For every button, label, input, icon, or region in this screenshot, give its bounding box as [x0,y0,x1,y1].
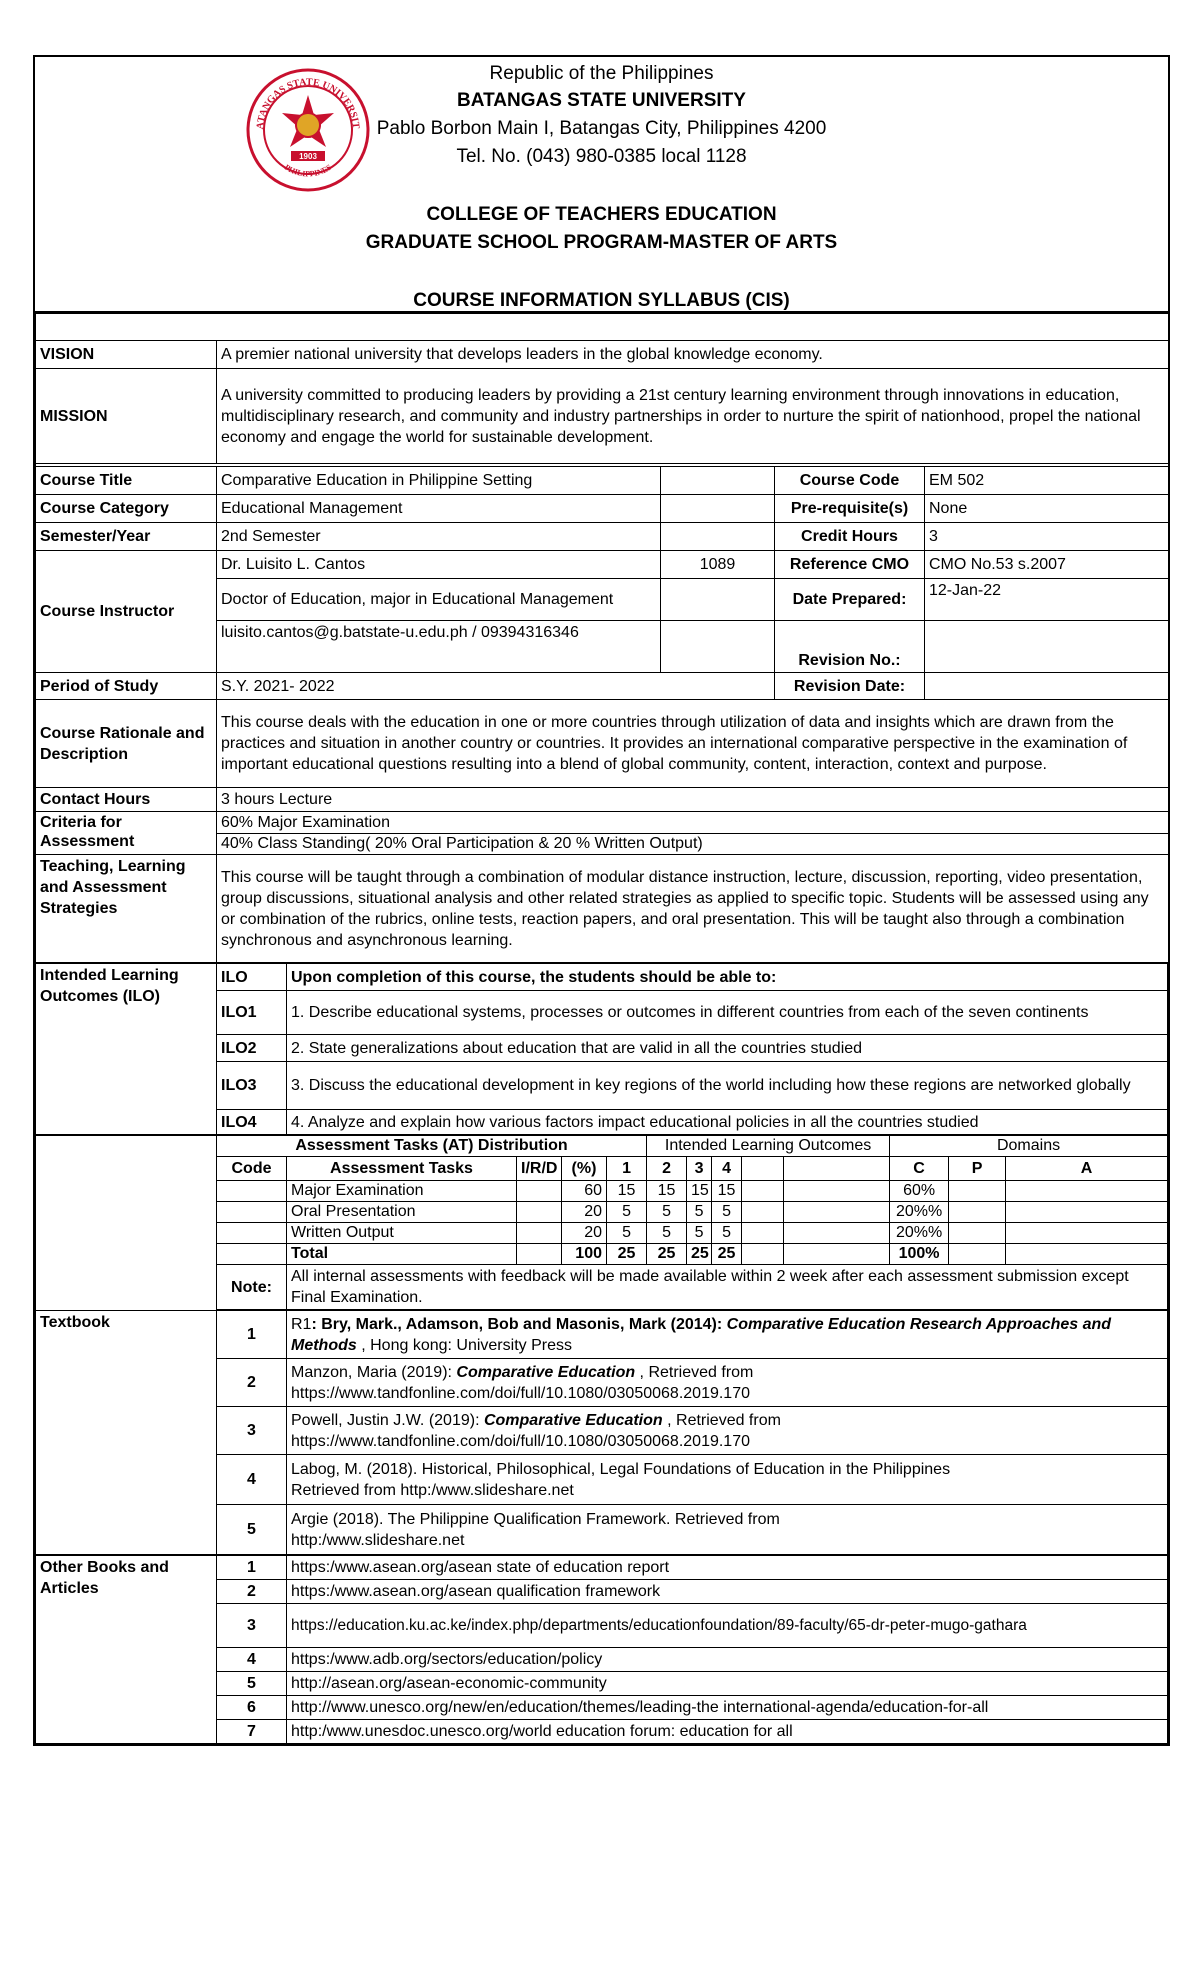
textbook-retrieved: , Retrieved from [635,1363,754,1381]
textbook-number: 2 [217,1359,287,1407]
note-text: All internal assessments with feedback will be made available within 2 week after each assessment submission except Final Examination. [287,1265,1168,1310]
at-task: Oral Presentation [287,1202,517,1223]
svg-text:BATANGAS STATE UNIVERSITY: ATANGAS STATE UNIVERSIT [254,76,362,130]
other-books-table [35,1555,1168,1744]
textbook-url: https://www.tandfonline.com/doi/full/10.1080/03050068.2019.170 [291,1432,750,1450]
at-ilo4: 5 [712,1202,742,1223]
at-col-pct: (%) [562,1157,607,1181]
at-total-pct: 100 [562,1244,607,1265]
other-number: 3 [217,1604,287,1648]
textbook-label: Textbook [36,1311,217,1555]
period-label: Period of Study [36,673,217,700]
spacer-row [36,314,1169,341]
textbook-number: 4 [217,1455,287,1505]
course-category: Educational Management [217,495,661,523]
ilo-text: 3. Discuss the educational development in key regions of the world including how these regions are networked globally [287,1062,1168,1110]
college-name: COLLEGE OF TEACHERS EDUCATION [426,204,777,225]
textbook-table [35,1310,1168,1555]
mission-label: MISSION [36,369,217,464]
ilo-text: 4. Analyze and explain how various factors impact educational policies in all the countries studied [287,1110,1168,1135]
ilo-code: ILO3 [217,1062,287,1110]
criteria-label-text: Criteria for Assessment [40,814,135,850]
textbook-title: Comparative Education [483,1411,663,1429]
teaching-label: Teaching, Learning and Assessment Strategies [36,855,217,963]
at-col-ilo1: 1 [607,1157,647,1181]
other-number: 4 [217,1648,287,1672]
at-domain-c: 20%% [890,1223,949,1244]
university-tel: Tel. No. (043) 980-0385 local 1128 [456,146,747,167]
document-header [33,55,1170,313]
at-domains-title: Domains [890,1136,1168,1157]
teaching-text: This course will be taught through a combination of modular distance instruction, lecture, discussion, reporting, video presentation, group discussions, situational analysis and other related strategies as applied to specific topic. Students will be assessed using any or combination of the rubrics, online tests, reaction papers, and oral presentation. This will be taught also through a combination synchronous and asynchronous learning. [217,855,1169,963]
at-ilo4: 15 [712,1181,742,1202]
at-distribution-title: Assessment Tasks (AT) Distribution [217,1136,647,1157]
at-ilo3: 5 [687,1223,712,1244]
at-col-ird: I/R/D [517,1157,562,1181]
ilo-head-text: Upon completion of this course, the students should be able to: [287,964,1168,991]
semester: 2nd Semester [217,523,661,551]
textbook-url: https://www.tandfonline.com/doi/full/10.1080/03050068.2019.170 [291,1384,750,1402]
at-pct: 20 [562,1223,607,1244]
ilo-text: 1. Describe educational systems, processes or outcomes in different countries from each of the seven continents [287,991,1168,1035]
criteria-line2: 40% Class Standing( 20% Oral Participation & 20 % Written Output) [217,833,1169,855]
credit-hours: 3 [925,523,1169,551]
vision-text: A premier national university that develops leaders in the global knowledge economy. [217,341,1169,369]
semester-label: Semester/Year [36,523,217,551]
other-books-label: Other Books and Articles [36,1556,217,1744]
criteria-label [36,812,217,855]
other-link[interactable]: http:/www.unesdoc.unesco.org/world education forum: education for all [287,1720,1168,1744]
ilo-code: ILO4 [217,1110,287,1135]
at-col-p: P [949,1157,1006,1181]
at-ilo1: 5 [607,1223,647,1244]
course-info-table [35,313,1169,963]
course-title: Comparative Education in Philippine Setting [217,467,661,495]
textbook-title: Comparative Education [456,1363,636,1381]
list-item [36,1311,1168,1359]
course-category-label: Course Category [36,495,217,523]
textbook-author: Labog, M. (2018). Historical, Philosophical, Legal Foundations of Education in the Philippines [291,1460,951,1478]
at-pct: 20 [562,1202,607,1223]
ilo-head-code: ILO [217,964,287,991]
rationale-label: Course Rationale and Description [36,700,217,788]
ilo-text: 2. State generalizations about education that are valid in all the countries studied [287,1035,1168,1062]
ilo-code: ILO1 [217,991,287,1035]
textbook-retrieved: , Retrieved from [662,1411,781,1429]
ilo-table [35,963,1168,1135]
date-prepared-label: Date Prepared: [775,579,925,621]
at-pct: 60 [562,1181,607,1202]
at-ilo-title: Intended Learning Outcomes [647,1136,890,1157]
syllabus-body [33,313,1170,1746]
at-ilo3: 5 [687,1202,712,1223]
at-total-ilo2: 25 [647,1244,687,1265]
textbook-entry [287,1505,1168,1555]
ilo-code: ILO2 [217,1035,287,1062]
republic-line: Republic of the Philippines [489,63,714,84]
at-total-c: 100% [890,1244,949,1265]
textbook-url: Retrieved from http:/www.slideshare.net [291,1481,574,1499]
at-total-ilo3: 25 [687,1244,712,1265]
rationale-text: This course deals with the education in one or more countries through utilization of data and insights which are drawn from the practices and situation in another country or countries. It provides an international comparative perspective in the examination of important educational questions resulting into a blend of global community, content, interaction, context and purpose. [217,700,1169,788]
at-total-label: Total [287,1244,517,1265]
revision-date [925,673,1169,700]
list-item [36,1556,1168,1580]
instructor-name: Dr. Luisito L. Cantos [217,551,661,579]
reference-cmo: CMO No.53 s.2007 [925,551,1169,579]
course-code-label: Course Code [775,467,925,495]
at-ilo2: 5 [647,1202,687,1223]
contact-hours-label: Contact Hours [36,788,217,812]
textbook-url: http:/www.slideshare.net [291,1531,465,1549]
mission-text: A university committed to producing leaders by providing a 21st century learning environment through innovations in education, multidisciplinary research, and community and industry partnerships in order to nurture the spirit of nationhood, propel the national economy and engage the world for sustainable development. [217,369,1169,464]
other-number: 1 [217,1556,287,1580]
at-col-a: A [1006,1157,1168,1181]
textbook-publisher: , Hong kong: University Press [356,1336,572,1354]
revision-no-label: Revision No.: [775,621,925,673]
other-link[interactable]: https:/www.asean.org/asean qualification framework [287,1580,1168,1604]
at-col-ilo2: 2 [647,1157,687,1181]
university-address: Pablo Borbon Main I, Batangas City, Philippines 4200 [376,118,827,139]
note-label: Note: [217,1265,287,1310]
date-prepared: 12-Jan-22 [925,579,1169,621]
at-ilo2: 15 [647,1181,687,1202]
prerequisite-label: Pre-requisite(s) [775,495,925,523]
at-col-tasks: Assessment Tasks [287,1157,517,1181]
at-domain-c: 60% [890,1181,949,1202]
at-col-ilo4: 4 [712,1157,742,1181]
university-name: BATANGAS STATE UNIVERSITY [457,90,746,111]
textbook-entry [287,1311,1168,1359]
assessment-tasks-table [35,1135,1168,1310]
contact-hours: 3 hours Lecture [217,788,1169,812]
textbook-title: Comparative Education Research Approaches and Methods [291,1315,1112,1354]
other-number: 7 [217,1720,287,1744]
course-title-label: Course Title [36,467,217,495]
textbook-number: 1 [217,1311,287,1359]
course-code: EM 502 [925,467,1169,495]
other-number: 6 [217,1696,287,1720]
textbook-prefix: R1 [291,1315,312,1333]
revision-date-label: Revision Date: [775,673,925,700]
textbook-author: Argie (2018). The Philippine Qualification Framework. Retrieved from [291,1510,780,1528]
other-link[interactable]: https:/www.adb.org/sectors/education/policy [287,1648,1168,1672]
instructor-degree: Doctor of Education, major in Educational Management [217,579,661,621]
syllabus-document [33,55,1170,1746]
at-ilo1: 5 [607,1202,647,1223]
at-col-code: Code [217,1157,287,1181]
program-name: GRADUATE SCHOOL PROGRAM-MASTER OF ARTS [365,232,838,253]
other-number: 5 [217,1672,287,1696]
instructor-label: Course Instructor [36,551,217,673]
instructor-contact: luisito.cantos@g.batstate-u.edu.ph / 09394316346 [217,621,661,673]
vision-label: VISION [36,341,217,369]
period: S.Y. 2021- 2022 [217,673,775,700]
at-domain-c: 20%% [890,1202,949,1223]
instructor-number: 1089 [661,551,775,579]
textbook-author: Powell, Justin J.W. (2019): [291,1411,484,1429]
prerequisite: None [925,495,1169,523]
textbook-number: 3 [217,1407,287,1455]
revision-no [925,621,1169,673]
at-task: Major Examination [287,1181,517,1202]
credit-hours-label: Credit Hours [775,523,925,551]
at-task: Written Output [287,1223,517,1244]
textbook-sep: : [716,1315,727,1333]
at-col-c: C [890,1157,949,1181]
at-ilo2: 5 [647,1223,687,1244]
at-ilo3: 15 [687,1181,712,1202]
other-link[interactable]: https://education.ku.ac.ke/index.php/departments/educationfoundation/89-faculty/65-dr-peter-mugo-gathara [287,1604,1168,1648]
textbook-number: 5 [217,1505,287,1555]
textbook-entry [287,1455,1168,1505]
at-ilo1: 15 [607,1181,647,1202]
textbook-author: Manzon, Maria (2019): [291,1363,457,1381]
criteria-line1: 60% Major Examination [217,812,1169,834]
at-col-ilo3: 3 [687,1157,712,1181]
textbook-entry [287,1359,1168,1407]
other-number: 2 [217,1580,287,1604]
reference-cmo-label: Reference CMO [775,551,925,579]
ilo-label: Intended Learning Outcomes (ILO) [36,964,217,1135]
other-link[interactable]: http://asean.org/asean-economic-community [287,1672,1168,1696]
at-ilo4: 5 [712,1223,742,1244]
other-link[interactable]: https:/www.asean.org/asean state of education report [287,1556,1168,1580]
at-total-ilo1: 25 [607,1244,647,1265]
svg-text:PHILIPPINES: PHILIPPINES [282,162,334,179]
svg-text:1903: 1903 [299,152,317,161]
document-title: COURSE INFORMATION SYLLABUS (CIS) [413,290,790,311]
at-total-ilo4: 25 [712,1244,742,1265]
textbook-entry [287,1407,1168,1455]
textbook-author: : Bry, Mark., Adamson, Bob and Masonis, Mark (2014) [311,1315,717,1333]
other-link[interactable]: http://www.unesco.org/new/en/education/themes/leading-the international-agenda/education-for-all [287,1696,1168,1720]
